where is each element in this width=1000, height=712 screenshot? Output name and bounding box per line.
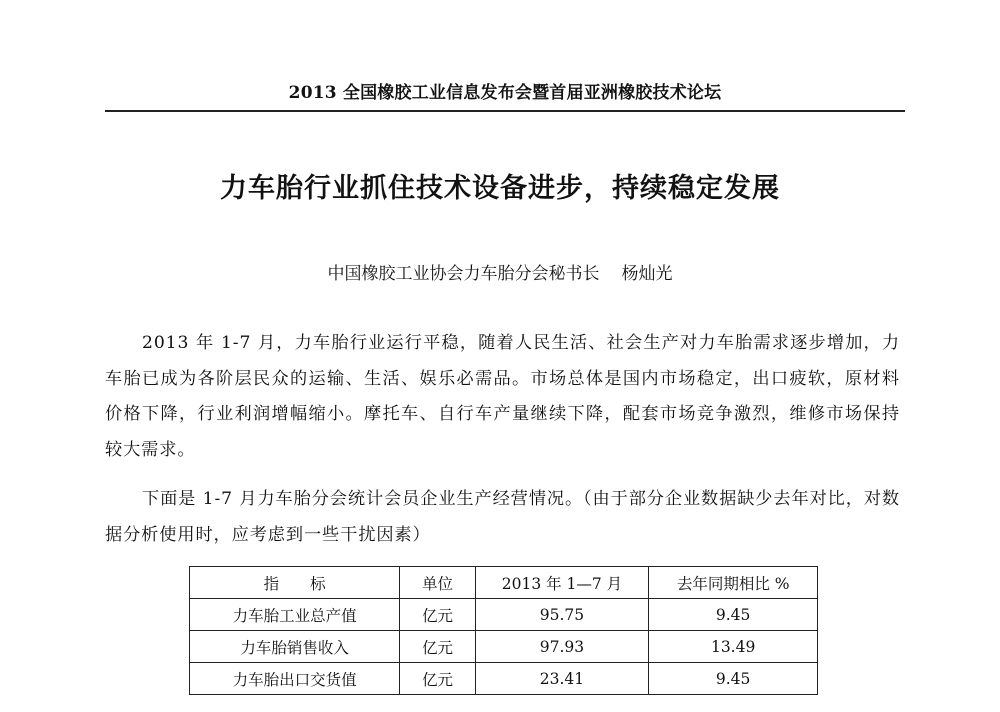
header-divider	[105, 110, 905, 112]
author-affiliation: 中国橡胶工业协会力车胎分会秘书长	[327, 264, 600, 284]
cell-indicator: 力车胎出口交货值	[190, 663, 400, 695]
table-row	[190, 663, 818, 695]
cell-yoy: 9.45	[649, 599, 818, 631]
body-paragraph-1: 2013 年 1-7 月，力车胎行业运行平稳，随着人民生活、社会生产对力车胎需求逐步增加，力车胎已成为各阶层民众的运输、生活、娱乐必需品。市场总体是国内市场稳定，出口疲软，原材料价格下降，行业利润增幅缩小。摩托车、自行车产量继续下降，配套市场竞争激烈，维修市场保持较大需求。	[105, 333, 900, 460]
body-paragraph-2: 下面是 1-7 月力车胎分会统计会员企业生产经营情况。（由于部分企业数据缺少去年对比，对数据分析使用时，应考虑到一些干扰因素）	[105, 489, 901, 545]
cell-yoy: 9.45	[649, 663, 818, 695]
cell-yoy: 13.49	[649, 631, 818, 663]
data-table	[189, 566, 818, 695]
cell-indicator: 力车胎工业总产值	[190, 599, 400, 631]
cell-value: 23.41	[475, 663, 649, 695]
column-header-unit: 单位	[400, 567, 475, 599]
article-title: 力车胎行业抓住技术设备进步，持续稳定发展	[220, 173, 780, 204]
column-header-indicator: 指 标	[190, 567, 400, 599]
cell-indicator: 力车胎销售收入	[190, 631, 400, 663]
table-row	[190, 599, 818, 631]
cell-value: 97.93	[475, 631, 649, 663]
cell-unit: 亿元	[400, 663, 475, 695]
author-name: 杨灿光	[621, 264, 673, 284]
cell-value: 95.75	[475, 599, 649, 631]
table-header-row	[190, 567, 818, 599]
column-header-period: 2013 年 1—7 月	[475, 567, 649, 599]
running-header: 2013 全国橡胶工业信息发布会暨首届亚洲橡胶技术论坛	[288, 83, 722, 103]
column-header-yoy: 去年同期相比 %	[649, 567, 818, 599]
byline	[0, 259, 1000, 284]
cell-unit: 亿元	[400, 631, 475, 663]
table-row	[190, 631, 818, 663]
cell-unit: 亿元	[400, 599, 475, 631]
